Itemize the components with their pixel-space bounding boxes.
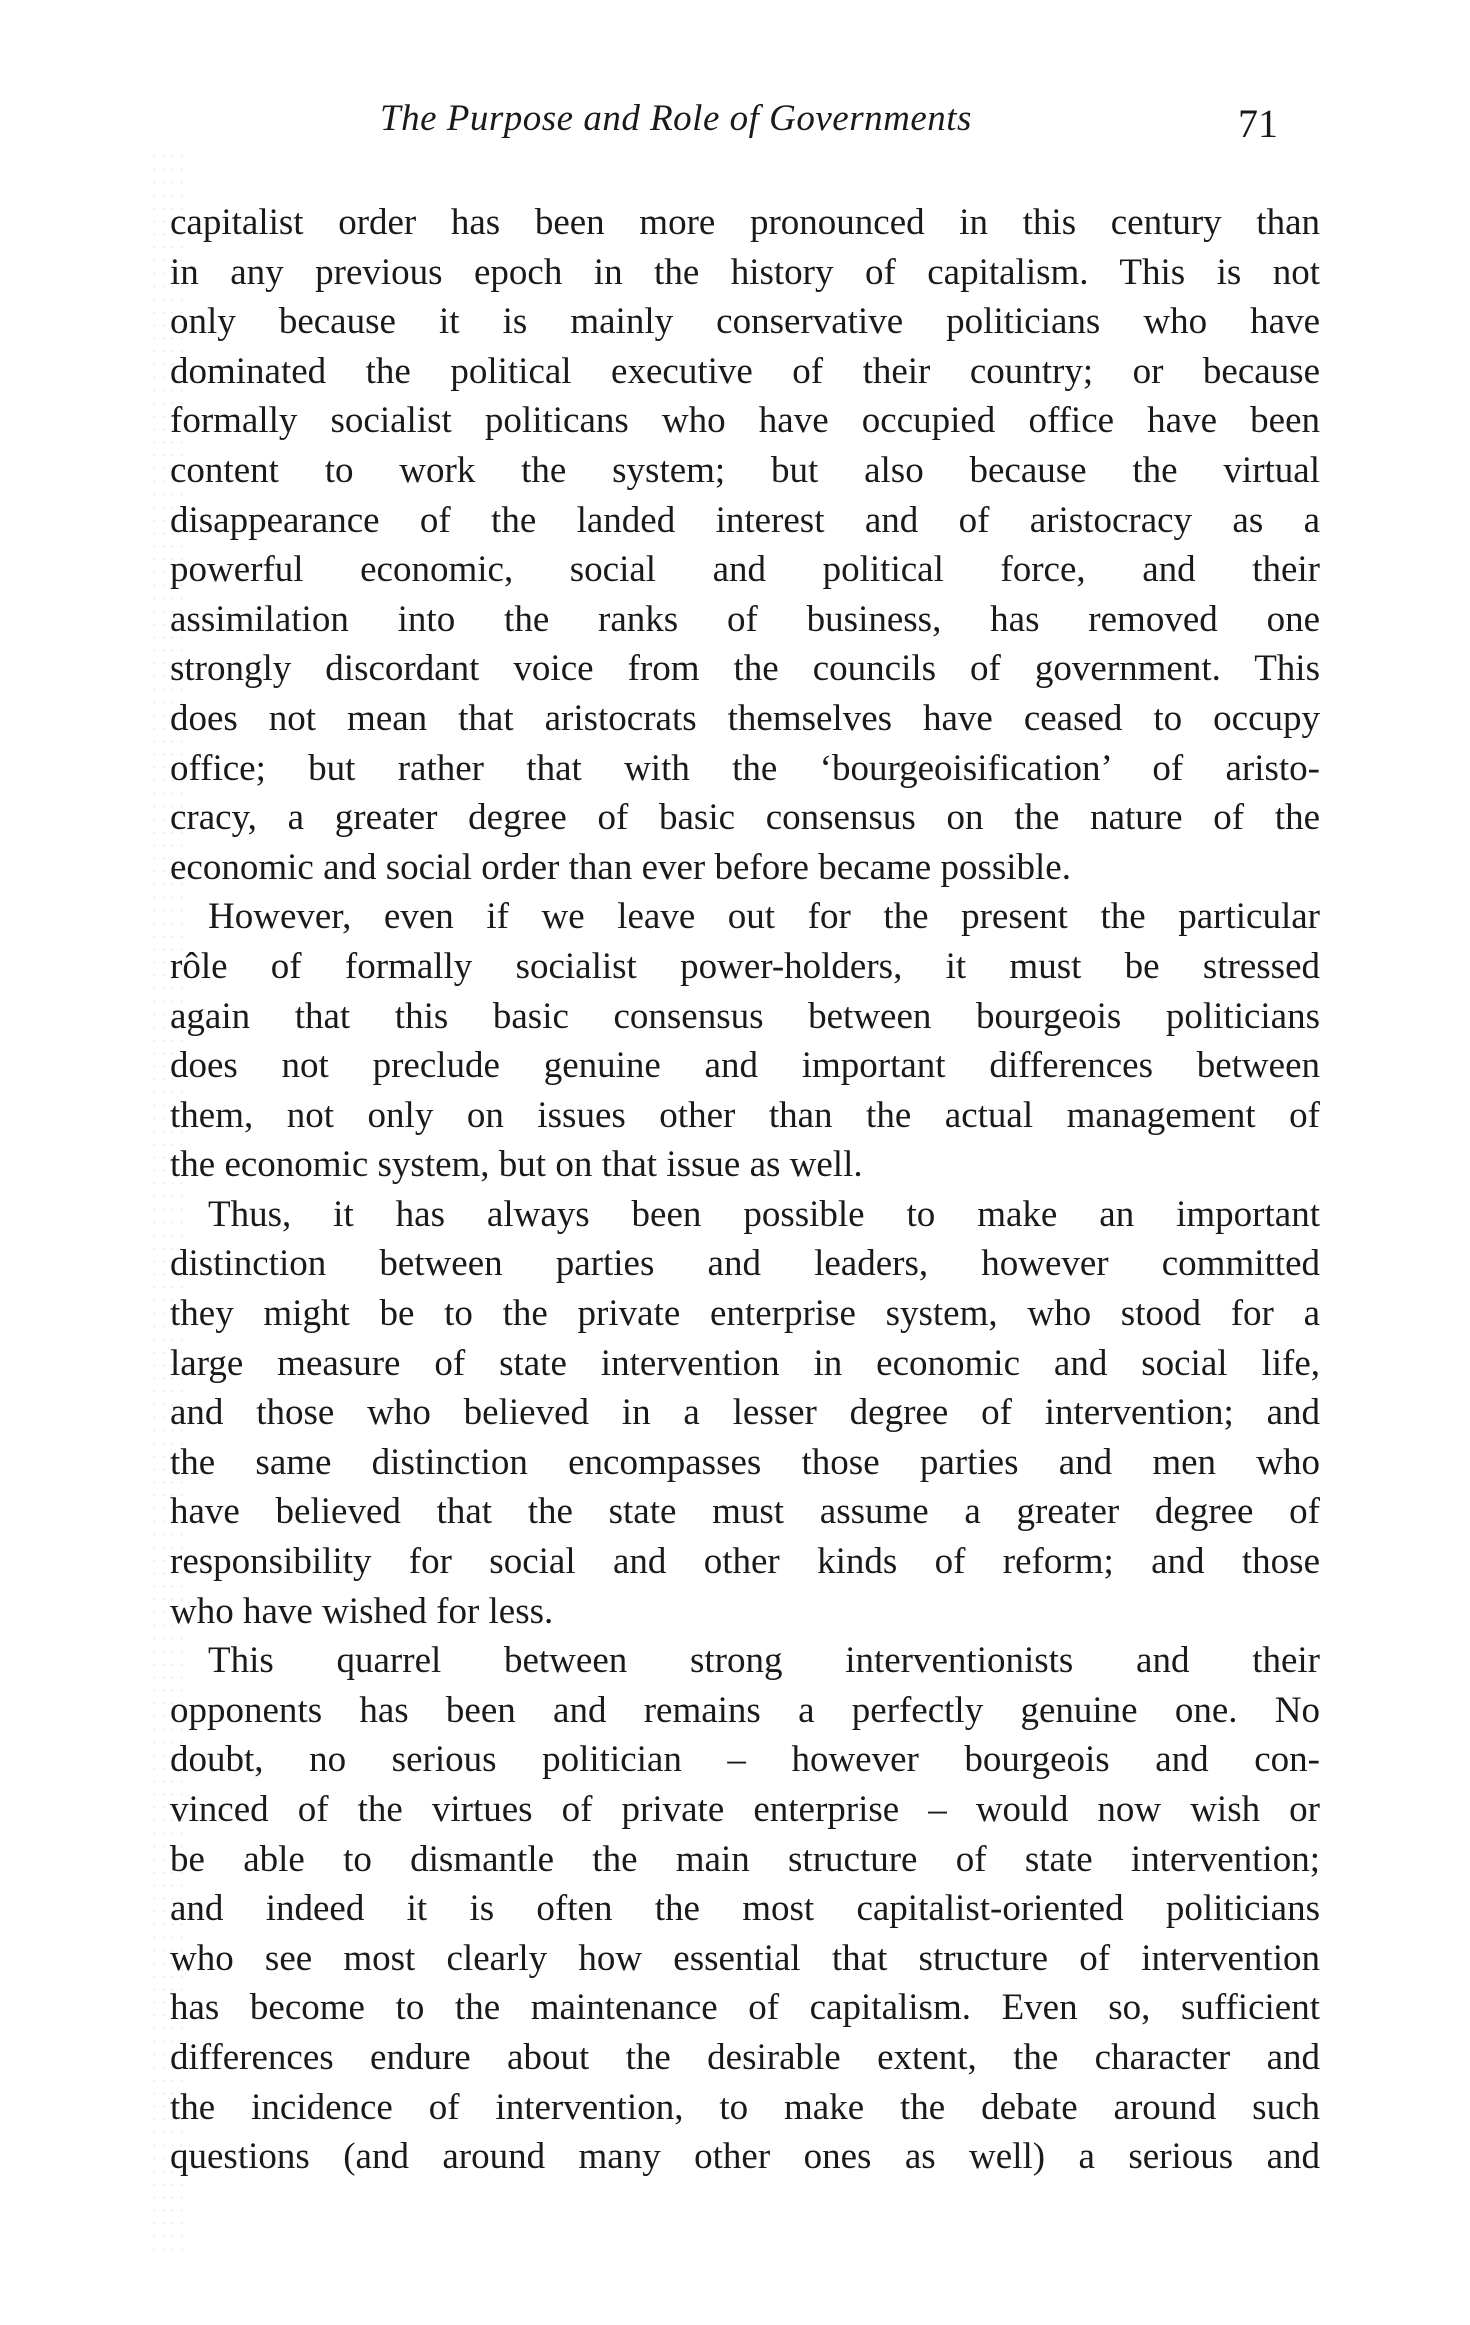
text-line: only because it is mainly conservative politicians who have xyxy=(170,301,1320,343)
text-line: large measure of state intervention in economic and social life, xyxy=(170,1342,1320,1384)
text-line: in any previous epoch in the history of capitalism. This is not xyxy=(170,251,1320,293)
text-line: the same distinction encompasses those parties and men who xyxy=(170,1441,1320,1483)
text-line: Thus, it has always been possible to make an important xyxy=(208,1193,1320,1235)
text-line: vinced of the virtues of private enterprise – would now wish or xyxy=(170,1789,1320,1830)
text-line: who have wished for less. xyxy=(170,1590,554,1632)
text-line: cracy, a greater degree of basic consensus on the nature of the xyxy=(170,797,1320,839)
text-line: have believed that the state must assume a greater degree of xyxy=(170,1491,1320,1533)
text-line: strongly discordant voice from the councils of government. This xyxy=(170,648,1320,690)
text-line: content to work the system; but also because the virtual xyxy=(170,449,1320,491)
text-line: powerful economic, social and political force, and their xyxy=(170,549,1320,591)
text-line: the economic system, but on that issue as well. xyxy=(170,1144,863,1186)
text-line: rôle of formally socialist power-holders, it must be stressed xyxy=(170,945,1320,987)
text-line: disappearance of the landed interest and of aristocracy as a xyxy=(170,499,1320,541)
text-line: who see most clearly how essential that structure of intervention xyxy=(170,1937,1320,1979)
text-line: does not preclude genuine and important differences between xyxy=(170,1045,1320,1087)
body-text xyxy=(170,198,1320,2182)
text-line: differences endure about the desirable extent, the character and xyxy=(170,2036,1320,2078)
text-line: and those who believed in a lesser degree of intervention; and xyxy=(170,1392,1320,1434)
text-line: economic and social order than ever before became possible. xyxy=(170,846,1071,888)
text-line: and indeed it is often the most capitalist-oriented politicians xyxy=(170,1888,1320,1930)
text-line: office; but rather that with the ‘bourgeoisification’ of aristo- xyxy=(170,747,1320,789)
text-line: responsibility for social and other kinds of reform; and those xyxy=(170,1541,1320,1583)
text-line: opponents has been and remains a perfectly genuine one. No xyxy=(170,1689,1320,1731)
text-line: does not mean that aristocrats themselves have ceased to occupy xyxy=(170,697,1320,739)
text-line: formally socialist politicans who have occupied office have been xyxy=(170,400,1320,442)
text-line: they might be to the private enterprise system, who stood for a xyxy=(170,1293,1320,1335)
running-head-title: The Purpose and Role of Governments xyxy=(380,98,972,139)
text-line: However, even if we leave out for the present the particular xyxy=(208,896,1320,938)
text-line: capitalist order has been more pronounced in this century than xyxy=(170,202,1320,243)
text-line: questions (and around many other ones as well) a serious and xyxy=(170,2136,1320,2178)
text-line: be able to dismantle the main structure of state intervention; xyxy=(170,1838,1320,1880)
text-line: the incidence of intervention, to make the debate around such xyxy=(170,2086,1320,2128)
text-line: them, not only on issues other than the actual management of xyxy=(170,1094,1320,1136)
text-line: doubt, no serious politician – however bourgeois and con- xyxy=(170,1739,1320,1781)
text-line: has become to the maintenance of capitalism. Even so, sufficient xyxy=(170,1987,1320,2029)
text-line: assimilation into the ranks of business, has removed one xyxy=(170,598,1320,640)
text-line: distinction between parties and leaders, however committed xyxy=(170,1243,1320,1285)
page-number: 71 xyxy=(1238,101,1278,146)
text-line: again that this basic consensus between bourgeois politicians xyxy=(170,995,1320,1037)
text-line: This quarrel between strong interventionists and their xyxy=(208,1640,1320,1682)
text-line: dominated the political executive of their country; or because xyxy=(170,350,1320,392)
